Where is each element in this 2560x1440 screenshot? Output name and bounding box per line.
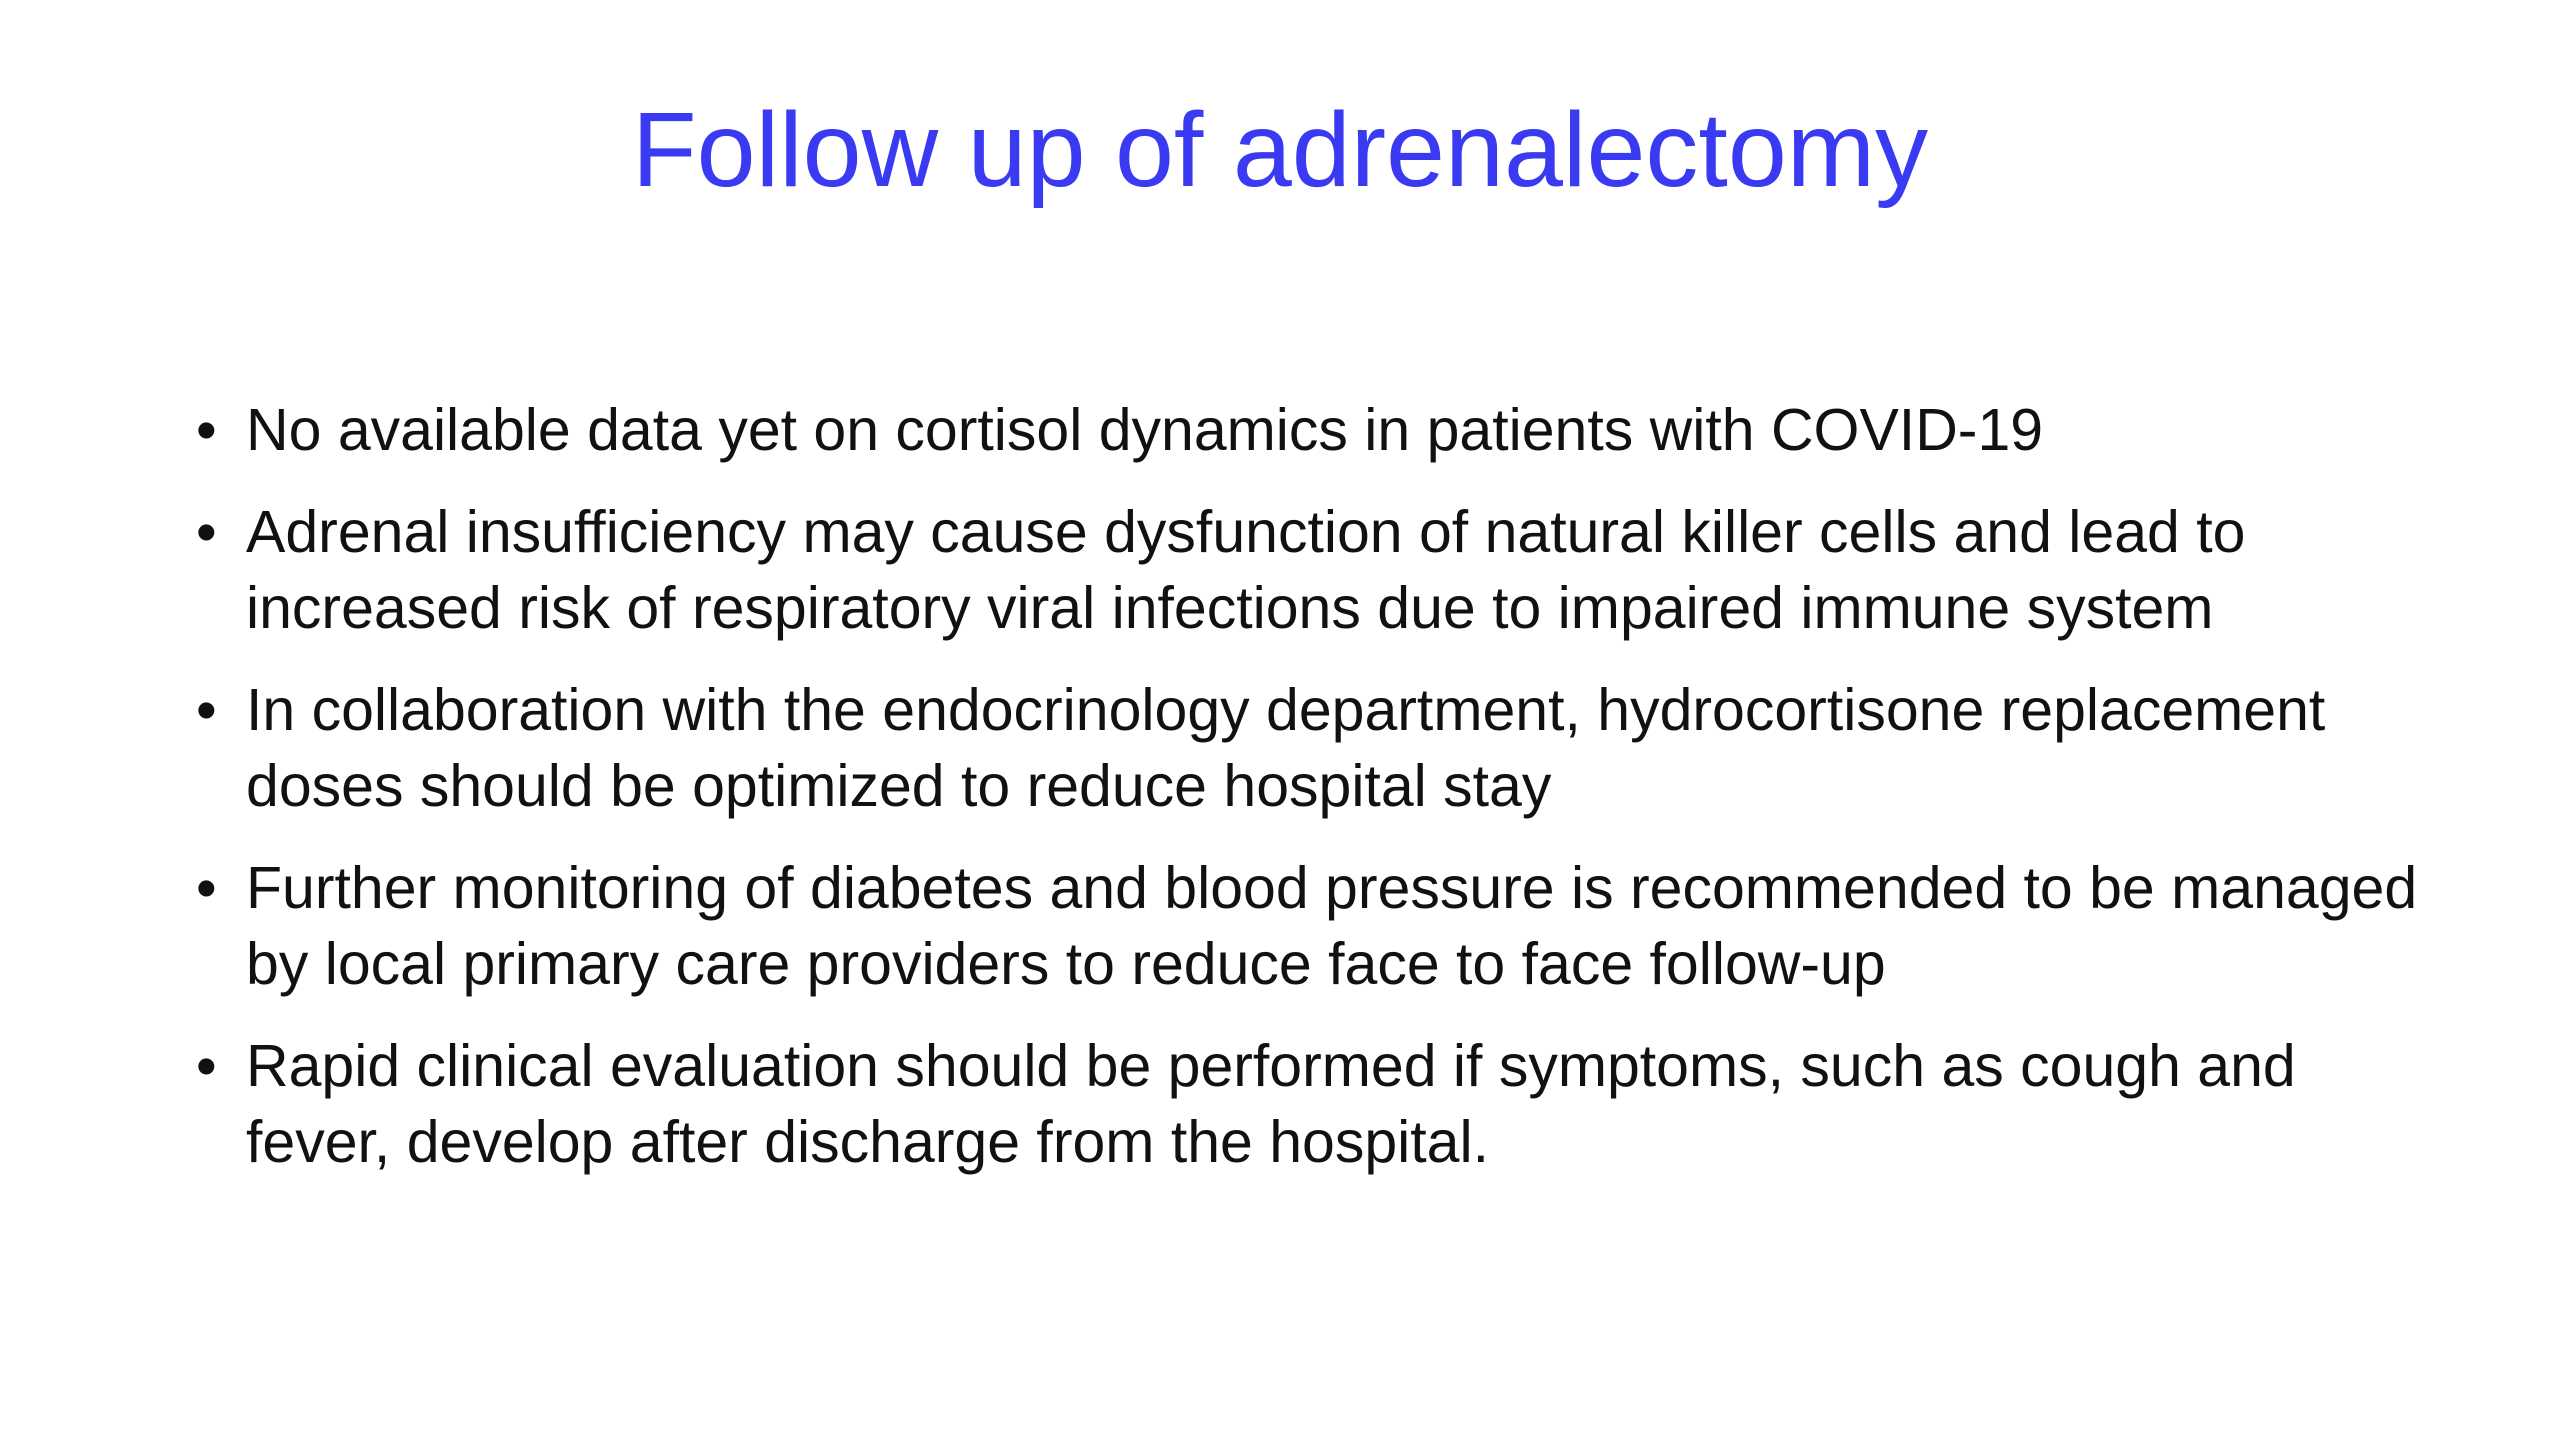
bullet-dot-icon: • — [196, 397, 217, 463]
bullet-text: Further monitoring of diabetes and blood pressure is recommended to be managed by local primary care providers to reduce face to face follow-up — [246, 855, 2418, 997]
bullet-dot-icon: • — [196, 855, 217, 921]
bullet-dot-icon: • — [196, 677, 217, 743]
bullet-item — [196, 1028, 2426, 1180]
bullet-item — [196, 850, 2426, 1002]
bullet-text: No available data yet on cortisol dynamics in patients with COVID-19 — [246, 397, 2044, 463]
bullet-item — [196, 392, 2426, 468]
slide-title: Follow up of adrenalectomy — [631, 91, 1929, 209]
bullet-list — [196, 392, 2426, 1206]
bullet-item — [196, 672, 2426, 824]
bullet-dot-icon: • — [196, 499, 217, 565]
bullet-text: Adrenal insufficiency may cause dysfunction of natural killer cells and lead to increased risk of respiratory viral infections due to impaired immune system — [246, 499, 2246, 641]
bullet-text: Rapid clinical evaluation should be performed if symptoms, such as cough and fever, develop after discharge from the hospital. — [246, 1033, 2296, 1175]
bullet-dot-icon: • — [196, 1033, 217, 1099]
bullet-text: In collaboration with the endocrinology department, hydrocortisone replacement doses should be optimized to reduce hospital stay — [246, 677, 2326, 819]
bullet-item — [196, 494, 2426, 646]
